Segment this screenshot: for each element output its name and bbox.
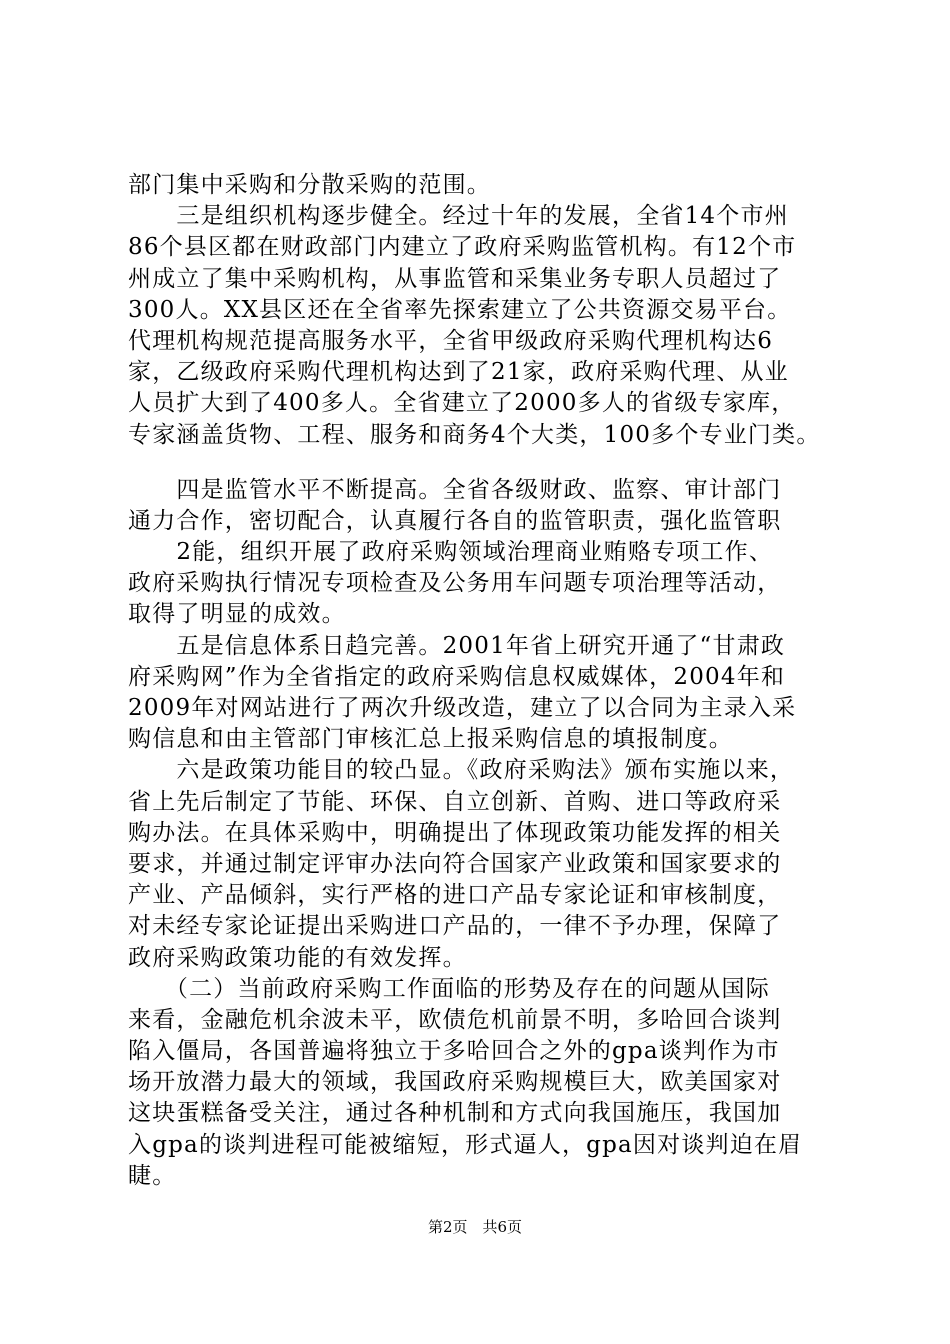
text-line: 产业、产品倾斜，实行严格的进口产品专家论证和审核制度， [128, 882, 782, 909]
text-line: 五是信息体系日趋完善。2001年省上研究开通了“甘肃政 [128, 632, 786, 659]
text-line: 政府采购执行情况专项检查及公务用车问题专项治理等活动， [128, 570, 782, 597]
text-line: 人员扩大到了400多人。全省建立了2000多人的省级专家库， [128, 390, 796, 417]
text-line: 来看，金融危机余波未平，欧债危机前景不明，多哈回合谈判 [128, 1006, 782, 1033]
paragraph-information [128, 631, 848, 756]
paragraph-policy [128, 755, 848, 973]
text-line: 睫。 [128, 1162, 177, 1189]
page-number: 第2页 共6页 [427, 1218, 523, 1236]
text-line: 家，乙级政府采购代理机构达到了21家，政府采购代理、从业 [128, 359, 789, 386]
paragraph-organization [128, 201, 848, 451]
text-line: 陷入僵局，各国普遍将独立于多哈回合之外的gpa谈判作为市 [128, 1038, 780, 1065]
text-line: 这块蛋糕备受关注，通过各种机制和方式向我国施压，我国加 [128, 1100, 782, 1127]
text-line: 对未经专家论证提出采购进口产品的，一律不予办理，保障了 [128, 913, 782, 940]
text-line: 府采购网”作为全省指定的政府采购信息权威媒体，2004年和 [128, 663, 786, 690]
text-line: 四是监管水平不断提高。全省各级财政、监察、审计部门 [128, 476, 782, 503]
text-line: 政府采购政策功能的有效发挥。 [128, 944, 467, 971]
document-body [128, 170, 848, 1192]
paragraph-scope [128, 170, 848, 201]
text-line: 代理机构规范提高服务水平，全省甲级政府采购代理机构达6 [128, 327, 774, 354]
text-line: 州成立了集中采购机构，从事监管和采集业务专职人员超过了 [128, 265, 782, 292]
text-line: 2能，组织开展了政府采购领域治理商业贿赂专项工作、 [128, 539, 774, 566]
paragraph-situation [128, 974, 848, 1192]
page-footer [0, 1216, 950, 1237]
text-line: 86个县区都在财政部门内建立了政府采购监管机构。有12个市 [128, 234, 797, 261]
text-line: 购办法。在具体采购中，明确提出了体现政策功能发挥的相关 [128, 819, 782, 846]
paragraph-gap [128, 451, 848, 475]
text-line: 入gpa的谈判进程可能被缩短，形式逼人，gpa因对谈判迫在眉 [128, 1131, 803, 1158]
text-line: 专家涵盖货物、工程、服务和商务4个大类，100多个专业门类。 [128, 421, 821, 448]
text-line: 省上先后制定了节能、环保、自立创新、首购、进口等政府采 [128, 788, 782, 815]
text-line: 部门集中采购和分散采购的范围。 [128, 172, 491, 198]
text-line: （二）当前政府采购工作面临的形势及存在的问题从国际 [128, 975, 770, 1002]
text-line: 六是政策功能目的较凸显。《政府采购法》颁布实施以来， [128, 757, 795, 784]
text-line: 300人。XX县区还在全省率先探索建立了公共资源交易平台。 [128, 296, 792, 323]
text-line: 要求，并通过制定评审办法向符合国家产业政策和国家要求的 [128, 850, 782, 877]
text-line: 取得了明显的成效。 [128, 601, 346, 628]
paragraph-supervision [128, 475, 848, 631]
text-line: 场开放潜力最大的领域，我国政府采购规模巨大，欧美国家对 [128, 1069, 782, 1096]
text-line: 2009年对网站进行了两次升级改造，建立了以合同为主录入采 [128, 695, 797, 721]
text-line: 通力合作，密切配合，认真履行各自的监管职责，强化监管职 [128, 507, 782, 534]
text-line: 购信息和由主管部门审核汇总上报采购信息的填报制度。 [128, 726, 733, 753]
text-line: 三是组织机构逐步健全。经过十年的发展，全省14个市州 [128, 203, 789, 230]
